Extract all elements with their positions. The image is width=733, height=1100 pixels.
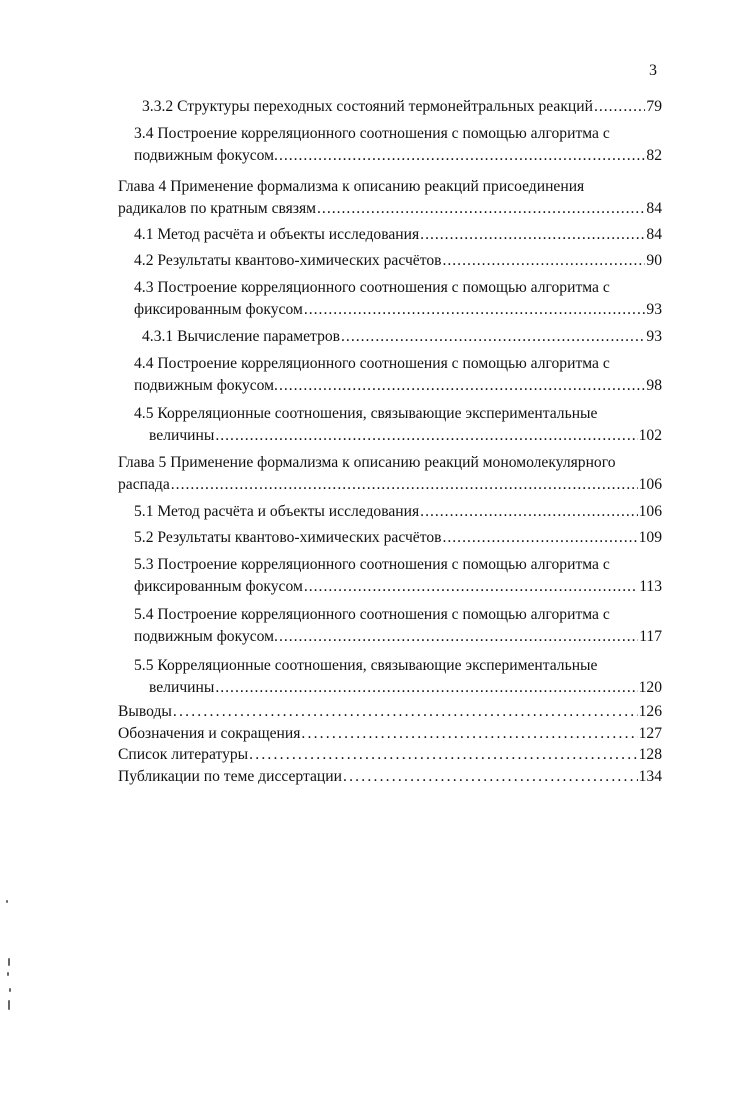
toc-entry-page: 93 xyxy=(646,328,662,345)
toc-entry-page: 98 xyxy=(646,377,662,394)
toc-entry-title-cont: распада xyxy=(118,476,170,493)
toc-entry-title: Публикации по теме диссертации xyxy=(118,768,342,785)
toc-entry-title: 5.5 Корреляционные соотношения, связывающие экспериментальные xyxy=(134,657,598,674)
toc-entry-notation[interactable] xyxy=(118,723,662,745)
toc-entry-title-cont: подвижным фокусом. xyxy=(134,628,278,645)
toc-entry-3-3-2[interactable] xyxy=(142,96,662,118)
scan-mark xyxy=(8,958,10,966)
scan-mark xyxy=(7,972,9,976)
toc-entry-title-cont: подвижным фокусом. xyxy=(134,147,278,164)
toc-entry-page: 106 xyxy=(638,476,662,493)
toc-entry-title: 4.3.1 Вычисление параметров xyxy=(142,328,341,345)
toc-entry-page: 93 xyxy=(646,301,662,318)
toc-entry-page: 117 xyxy=(639,628,662,645)
toc-entry-page: 102 xyxy=(638,427,662,444)
toc-entry-page: 82 xyxy=(646,147,662,164)
toc-entry-title-cont: фиксированным фокусом xyxy=(134,578,303,595)
toc-entry-page: 84 xyxy=(646,200,662,217)
dot-leader xyxy=(343,766,638,788)
toc-entry-chapter-5[interactable] xyxy=(118,452,662,496)
toc-entry-page: 109 xyxy=(638,529,662,546)
dot-leader xyxy=(304,299,646,321)
toc-entry-4-5[interactable] xyxy=(134,403,662,447)
dot-leader xyxy=(301,723,637,745)
page-number: 3 xyxy=(649,62,657,79)
dot-leader xyxy=(341,326,645,348)
toc-entry-5-4[interactable] xyxy=(134,604,662,648)
dot-leader xyxy=(215,425,637,447)
toc-entry-chapter-4[interactable] xyxy=(118,176,662,220)
toc-entry-title: Глава 4 Применение формализма к описанию реакций присоединения xyxy=(118,178,585,195)
toc-entry-page: 113 xyxy=(639,578,662,595)
toc-entry-title: 4.4 Построение корреляционного соотношения с помощью алгоритма с xyxy=(134,355,610,372)
dot-leader xyxy=(304,576,638,598)
dot-leader xyxy=(420,224,645,246)
toc-entry-title: Глава 5 Применение формализма к описанию реакций мономолекулярного xyxy=(118,454,616,471)
toc-entry-title: 5.4 Построение корреляционного соотношения с помощью алгоритма с xyxy=(134,606,610,623)
dot-leader xyxy=(279,375,645,397)
toc-entry-5-1[interactable] xyxy=(134,501,662,523)
toc-entry-title-cont: подвижным фокусом. xyxy=(134,377,278,394)
toc-entry-5-3[interactable] xyxy=(134,554,662,598)
toc-entry-4-4[interactable] xyxy=(134,353,662,397)
toc-entry-title: 3.4 Построение корреляционного соотношения с помощью алгоритма с xyxy=(134,125,610,142)
dot-leader xyxy=(594,96,645,118)
toc-entry-page: 128 xyxy=(638,746,662,763)
toc-entry-page: 90 xyxy=(646,252,662,269)
toc-entry-page: 84 xyxy=(646,226,662,243)
toc-entry-references[interactable] xyxy=(118,744,662,766)
toc-entry-title: Обозначения и сокращения xyxy=(118,725,301,742)
toc-entry-3-4[interactable] xyxy=(134,123,662,167)
toc-entry-4-1[interactable] xyxy=(134,224,662,246)
scan-mark xyxy=(9,988,11,992)
toc-entry-title: 5.2 Результаты квантово-химических расчётов xyxy=(134,529,442,546)
scan-mark xyxy=(8,1000,10,1010)
dot-leader xyxy=(442,250,645,272)
toc-entry-5-2[interactable] xyxy=(134,527,662,549)
toc-entry-title: 5.3 Построение корреляционного соотношения с помощью алгоритма с xyxy=(134,556,610,573)
scan-mark xyxy=(6,900,8,903)
toc-entry-page: 79 xyxy=(646,98,662,115)
dot-leader xyxy=(215,677,637,699)
toc-entry-title: 5.1 Метод расчёта и объекты исследования xyxy=(134,503,420,520)
dot-leader xyxy=(279,626,638,648)
toc-entry-4-2[interactable] xyxy=(134,250,662,272)
dot-leader xyxy=(173,701,638,723)
toc-entry-title: 4.1 Метод расчёта и объекты исследования xyxy=(134,226,420,243)
scan-artifacts xyxy=(4,900,18,1020)
toc-entry-title: 3.3.2 Структуры переходных состояний термонейтральных реакций xyxy=(142,98,593,115)
dot-leader xyxy=(442,527,637,549)
toc-entry-title-cont: радикалов по кратным связям xyxy=(118,200,317,217)
toc-entry-title-cont: величины xyxy=(149,427,215,444)
toc-entry-title: 4.5 Корреляционные соотношения, связывающие экспериментальные xyxy=(134,405,598,422)
dot-leader xyxy=(420,501,637,523)
toc-entry-title-cont: фиксированным фокусом xyxy=(134,301,303,318)
toc-entry-page: 106 xyxy=(638,503,662,520)
toc-entry-title: 4.2 Результаты квантово-химических расчётов xyxy=(134,252,442,269)
toc-entry-4-3-1[interactable] xyxy=(142,326,662,348)
toc-entry-title: Список литературы xyxy=(118,746,249,763)
toc-entry-page: 127 xyxy=(638,725,662,742)
toc-entry-title: Выводы xyxy=(118,703,172,720)
toc-entry-4-3[interactable] xyxy=(134,277,662,321)
toc-entry-title-cont: величины xyxy=(149,679,215,696)
toc-entry-page: 120 xyxy=(638,679,662,696)
dot-leader xyxy=(279,145,645,167)
dot-leader xyxy=(317,198,645,220)
toc-entry-conclusions[interactable] xyxy=(118,701,662,723)
dot-leader xyxy=(171,474,638,496)
toc-entry-page: 134 xyxy=(638,768,662,785)
toc-entry-title: 4.3 Построение корреляционного соотношения с помощью алгоритма с xyxy=(134,279,610,296)
toc-entry-page: 126 xyxy=(638,703,662,720)
toc-entry-publications[interactable] xyxy=(118,766,662,788)
toc-entry-5-5[interactable] xyxy=(134,655,662,699)
dot-leader xyxy=(249,744,637,766)
